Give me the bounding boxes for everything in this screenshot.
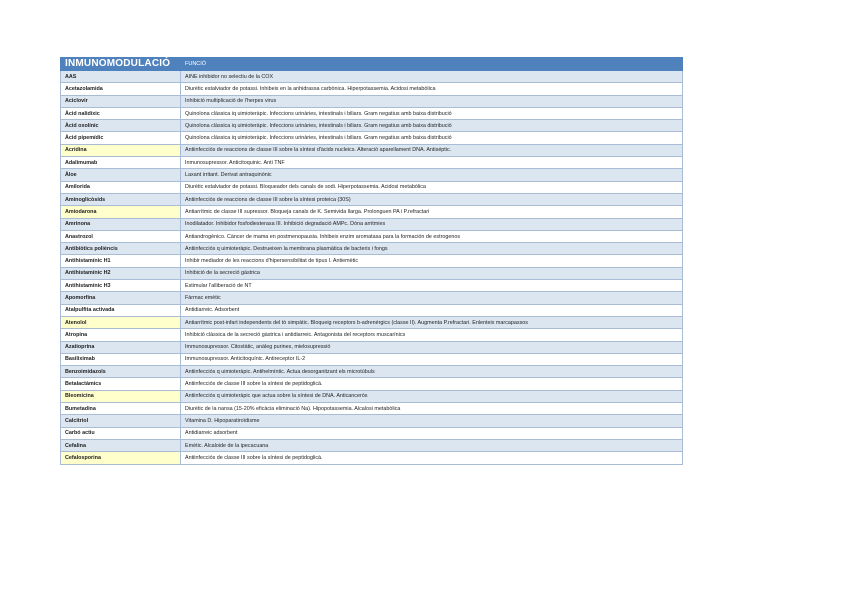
- drug-name-cell[interactable]: Basiliximab: [61, 353, 181, 365]
- drug-function-cell[interactable]: Antiinfecciós q uimioteràpic. Destrueixen la membrana plasmàtica de bacteris i fongs: [181, 243, 683, 255]
- drug-function-cell[interactable]: Quinolona clàssica iq uimioteràpic. Infeccions urinàries, intestinals i biliars. Gram negatius amb baixa distribució: [181, 107, 683, 119]
- drug-function-cell[interactable]: Immunosupressor. Citostàtic, anàleg purines, mielosupressió: [181, 341, 683, 353]
- drug-function-cell[interactable]: Antidiarreic adsorbent: [181, 427, 683, 439]
- table-row: [61, 304, 683, 316]
- drug-name-cell[interactable]: Antibiòtics polièncis: [61, 243, 181, 255]
- drug-name-cell[interactable]: Àcid pipemídic: [61, 132, 181, 144]
- table-row: [61, 144, 683, 156]
- drug-name-cell[interactable]: Antihistamínic H3: [61, 280, 181, 292]
- drug-name-cell[interactable]: Betalactàmics: [61, 378, 181, 390]
- drug-name-cell[interactable]: Adalimumab: [61, 157, 181, 169]
- drug-name-cell[interactable]: Cefalina: [61, 439, 181, 451]
- table-row: [61, 230, 683, 242]
- table-row: [61, 280, 683, 292]
- drug-name-cell[interactable]: Atalpulfita activada: [61, 304, 181, 316]
- drug-name-cell[interactable]: Apomorfina: [61, 292, 181, 304]
- drug-function-cell[interactable]: Emètic. Alcaloide de la ipecacuana: [181, 439, 683, 451]
- table-row: [61, 206, 683, 218]
- table-row: [61, 353, 683, 365]
- drug-name-cell[interactable]: Àloe: [61, 169, 181, 181]
- drug-function-cell[interactable]: Estimular l'alliberació de NT: [181, 280, 683, 292]
- drug-function-cell[interactable]: Antiinfecciós de classe III sobre la síntesi de peptidoglicà.: [181, 452, 683, 464]
- drug-name-cell[interactable]: Azatioprina: [61, 341, 181, 353]
- drug-function-cell[interactable]: Antiinfecciós q uimioteràpic. Antihelmíntic. Actua desorganitzant els microtúbuls: [181, 366, 683, 378]
- drug-name-cell[interactable]: Aciclovir: [61, 95, 181, 107]
- table-row: [61, 132, 683, 144]
- table-row: [61, 267, 683, 279]
- drug-function-cell[interactable]: Inhibició multiplicació de l'herpes virus: [181, 95, 683, 107]
- drug-name-cell[interactable]: Àcid nalidíxic: [61, 107, 181, 119]
- drug-function-cell[interactable]: Immunosupressor. Anticitoquínic. Antireceptor IL-2: [181, 353, 683, 365]
- drug-name-cell[interactable]: Benzoimidazols: [61, 366, 181, 378]
- table-row: [61, 329, 683, 341]
- table-row: [61, 193, 683, 205]
- drug-function-cell[interactable]: Antiarrítmic post-infart independents del tò simpàtic. Bloqueig receptors b-adrenérgics (classe II). Augmenta P.refractari. Enlenteix marcapassos: [181, 316, 683, 328]
- drug-name-cell[interactable]: Acetazolamida: [61, 83, 181, 95]
- drug-function-cell[interactable]: Diurètic estalviador de potassi. Inhibeix en la anhidrassa carbònica. Hiperpotassemia. Acidosi metabòlica: [181, 83, 683, 95]
- drug-name-cell[interactable]: Amiodarona: [61, 206, 181, 218]
- table-row: [61, 255, 683, 267]
- table-row: [61, 415, 683, 427]
- drug-function-cell[interactable]: Antiinfecciós q uimioteràpic que actua sobre la síntesi de DNA. Anticancerós: [181, 390, 683, 402]
- drug-function-cell[interactable]: Antiinfecciós de reaccions de classe III sobre la síntesi proteica (30S): [181, 193, 683, 205]
- drug-name-cell[interactable]: Bumetadina: [61, 403, 181, 415]
- table-row: [61, 403, 683, 415]
- drug-function-cell[interactable]: Antiandrogènico. Càncer de mama en postmenopausia. Inhibeix enzim aromatasa para la formación de estrogenos: [181, 230, 683, 242]
- drug-function-cell[interactable]: Quinolona clàssica iq uimioteràpic. Infeccions urinàries, intestinals i biliars. Gram negatius amb baixa distribució: [181, 120, 683, 132]
- drug-name-cell[interactable]: Antihistamínic H2: [61, 267, 181, 279]
- drug-function-cell[interactable]: Inmunosupressor. Anticitoquinic. Anti TNF: [181, 157, 683, 169]
- drug-name-cell[interactable]: Acridina: [61, 144, 181, 156]
- drug-function-cell[interactable]: Inodilatador. Inhibidor fosfodiesterasa III. Inhibició degradació AMPc. Dóna arritmies: [181, 218, 683, 230]
- table-row: [61, 292, 683, 304]
- drug-name-cell[interactable]: Bleomicina: [61, 390, 181, 402]
- drug-name-cell[interactable]: Cefalosporina: [61, 452, 181, 464]
- drug-function-cell[interactable]: Inhibició de la secreció gàstrica: [181, 267, 683, 279]
- table-row: [61, 181, 683, 193]
- table-row: [61, 107, 683, 119]
- table-row: [61, 243, 683, 255]
- table-row: [61, 427, 683, 439]
- drug-name-cell[interactable]: Atropina: [61, 329, 181, 341]
- header-immunomodulation: INMUNOMODULACIÓ: [61, 58, 181, 71]
- drug-name-cell[interactable]: AAS: [61, 71, 181, 83]
- drug-function-cell[interactable]: Diurètic de la nansa (15-20% eficàcia eliminació Na). Hipopotassemia. Alcalosi metabòlica: [181, 403, 683, 415]
- drug-function-cell[interactable]: Diurètic estalviador de potassi. Bloqueador dels canals de sodi. Hiperpotassemia. Acidosi metabòlica: [181, 181, 683, 193]
- drug-name-cell[interactable]: Calcitriol: [61, 415, 181, 427]
- drug-name-cell[interactable]: Aminoglicòsids: [61, 193, 181, 205]
- drug-name-cell[interactable]: Antihistamínic H1: [61, 255, 181, 267]
- drug-name-cell[interactable]: Carbó actiu: [61, 427, 181, 439]
- table-row: [61, 452, 683, 464]
- drug-function-cell[interactable]: Antiarrítmic de classe III supressor. Bloqueja canals de K. Semivida llarga. Prolonguen PA i P.refractari: [181, 206, 683, 218]
- drug-function-cell[interactable]: AINE inhibidor no selectiu de la COX: [181, 71, 683, 83]
- table-row: [61, 83, 683, 95]
- table-row: [61, 169, 683, 181]
- table-row: [61, 378, 683, 390]
- header-function: FUNCIÓ: [181, 58, 683, 71]
- drug-function-cell[interactable]: Laxant irritant. Derivat antraquinònic: [181, 169, 683, 181]
- drug-name-cell[interactable]: Anastrozol: [61, 230, 181, 242]
- table-row: [61, 316, 683, 328]
- drug-function-cell[interactable]: Fàrmac emètic: [181, 292, 683, 304]
- drug-function-cell[interactable]: Antiinfecciós de classe III sobre la síntesi de peptidoglicà.: [181, 378, 683, 390]
- table-header-row: [61, 58, 683, 71]
- table-row: [61, 157, 683, 169]
- drug-function-cell[interactable]: Antiinfecciós de reaccions de classe III sobre la síntesi d'àcids nucleics. Alteració aparellament DNA. Antiséptic.: [181, 144, 683, 156]
- table-row: [61, 390, 683, 402]
- table-row: [61, 439, 683, 451]
- table-row: [61, 120, 683, 132]
- table-row: [61, 341, 683, 353]
- drug-function-cell[interactable]: Inhibició clàssica de la secreció gàstrica i antidiarreic. Antagonista del receptors muscarínics: [181, 329, 683, 341]
- drug-function-cell[interactable]: Vitamina D. Hipoparatiroïdisme: [181, 415, 683, 427]
- drug-name-cell[interactable]: Amrinona: [61, 218, 181, 230]
- drug-name-cell[interactable]: Amilorida: [61, 181, 181, 193]
- drug-name-cell[interactable]: Àcid oxolínic: [61, 120, 181, 132]
- table-row: [61, 71, 683, 83]
- table-row: [61, 218, 683, 230]
- drug-function-cell[interactable]: Quinolona clàssica iq uimioteràpic. Infeccions urinàries, intestinals i biliars. Gram negatius amb baixa distribució: [181, 132, 683, 144]
- table-row: [61, 95, 683, 107]
- drug-name-cell[interactable]: Atenolol: [61, 316, 181, 328]
- drug-table: [60, 57, 683, 465]
- table-body: [61, 71, 683, 465]
- table-row: [61, 366, 683, 378]
- drug-function-cell[interactable]: Inhibir mediador de les reaccions d'hipersensibilitat de tipus I. Antiemètic: [181, 255, 683, 267]
- drug-function-cell[interactable]: Antidiarreic. Adsorbent: [181, 304, 683, 316]
